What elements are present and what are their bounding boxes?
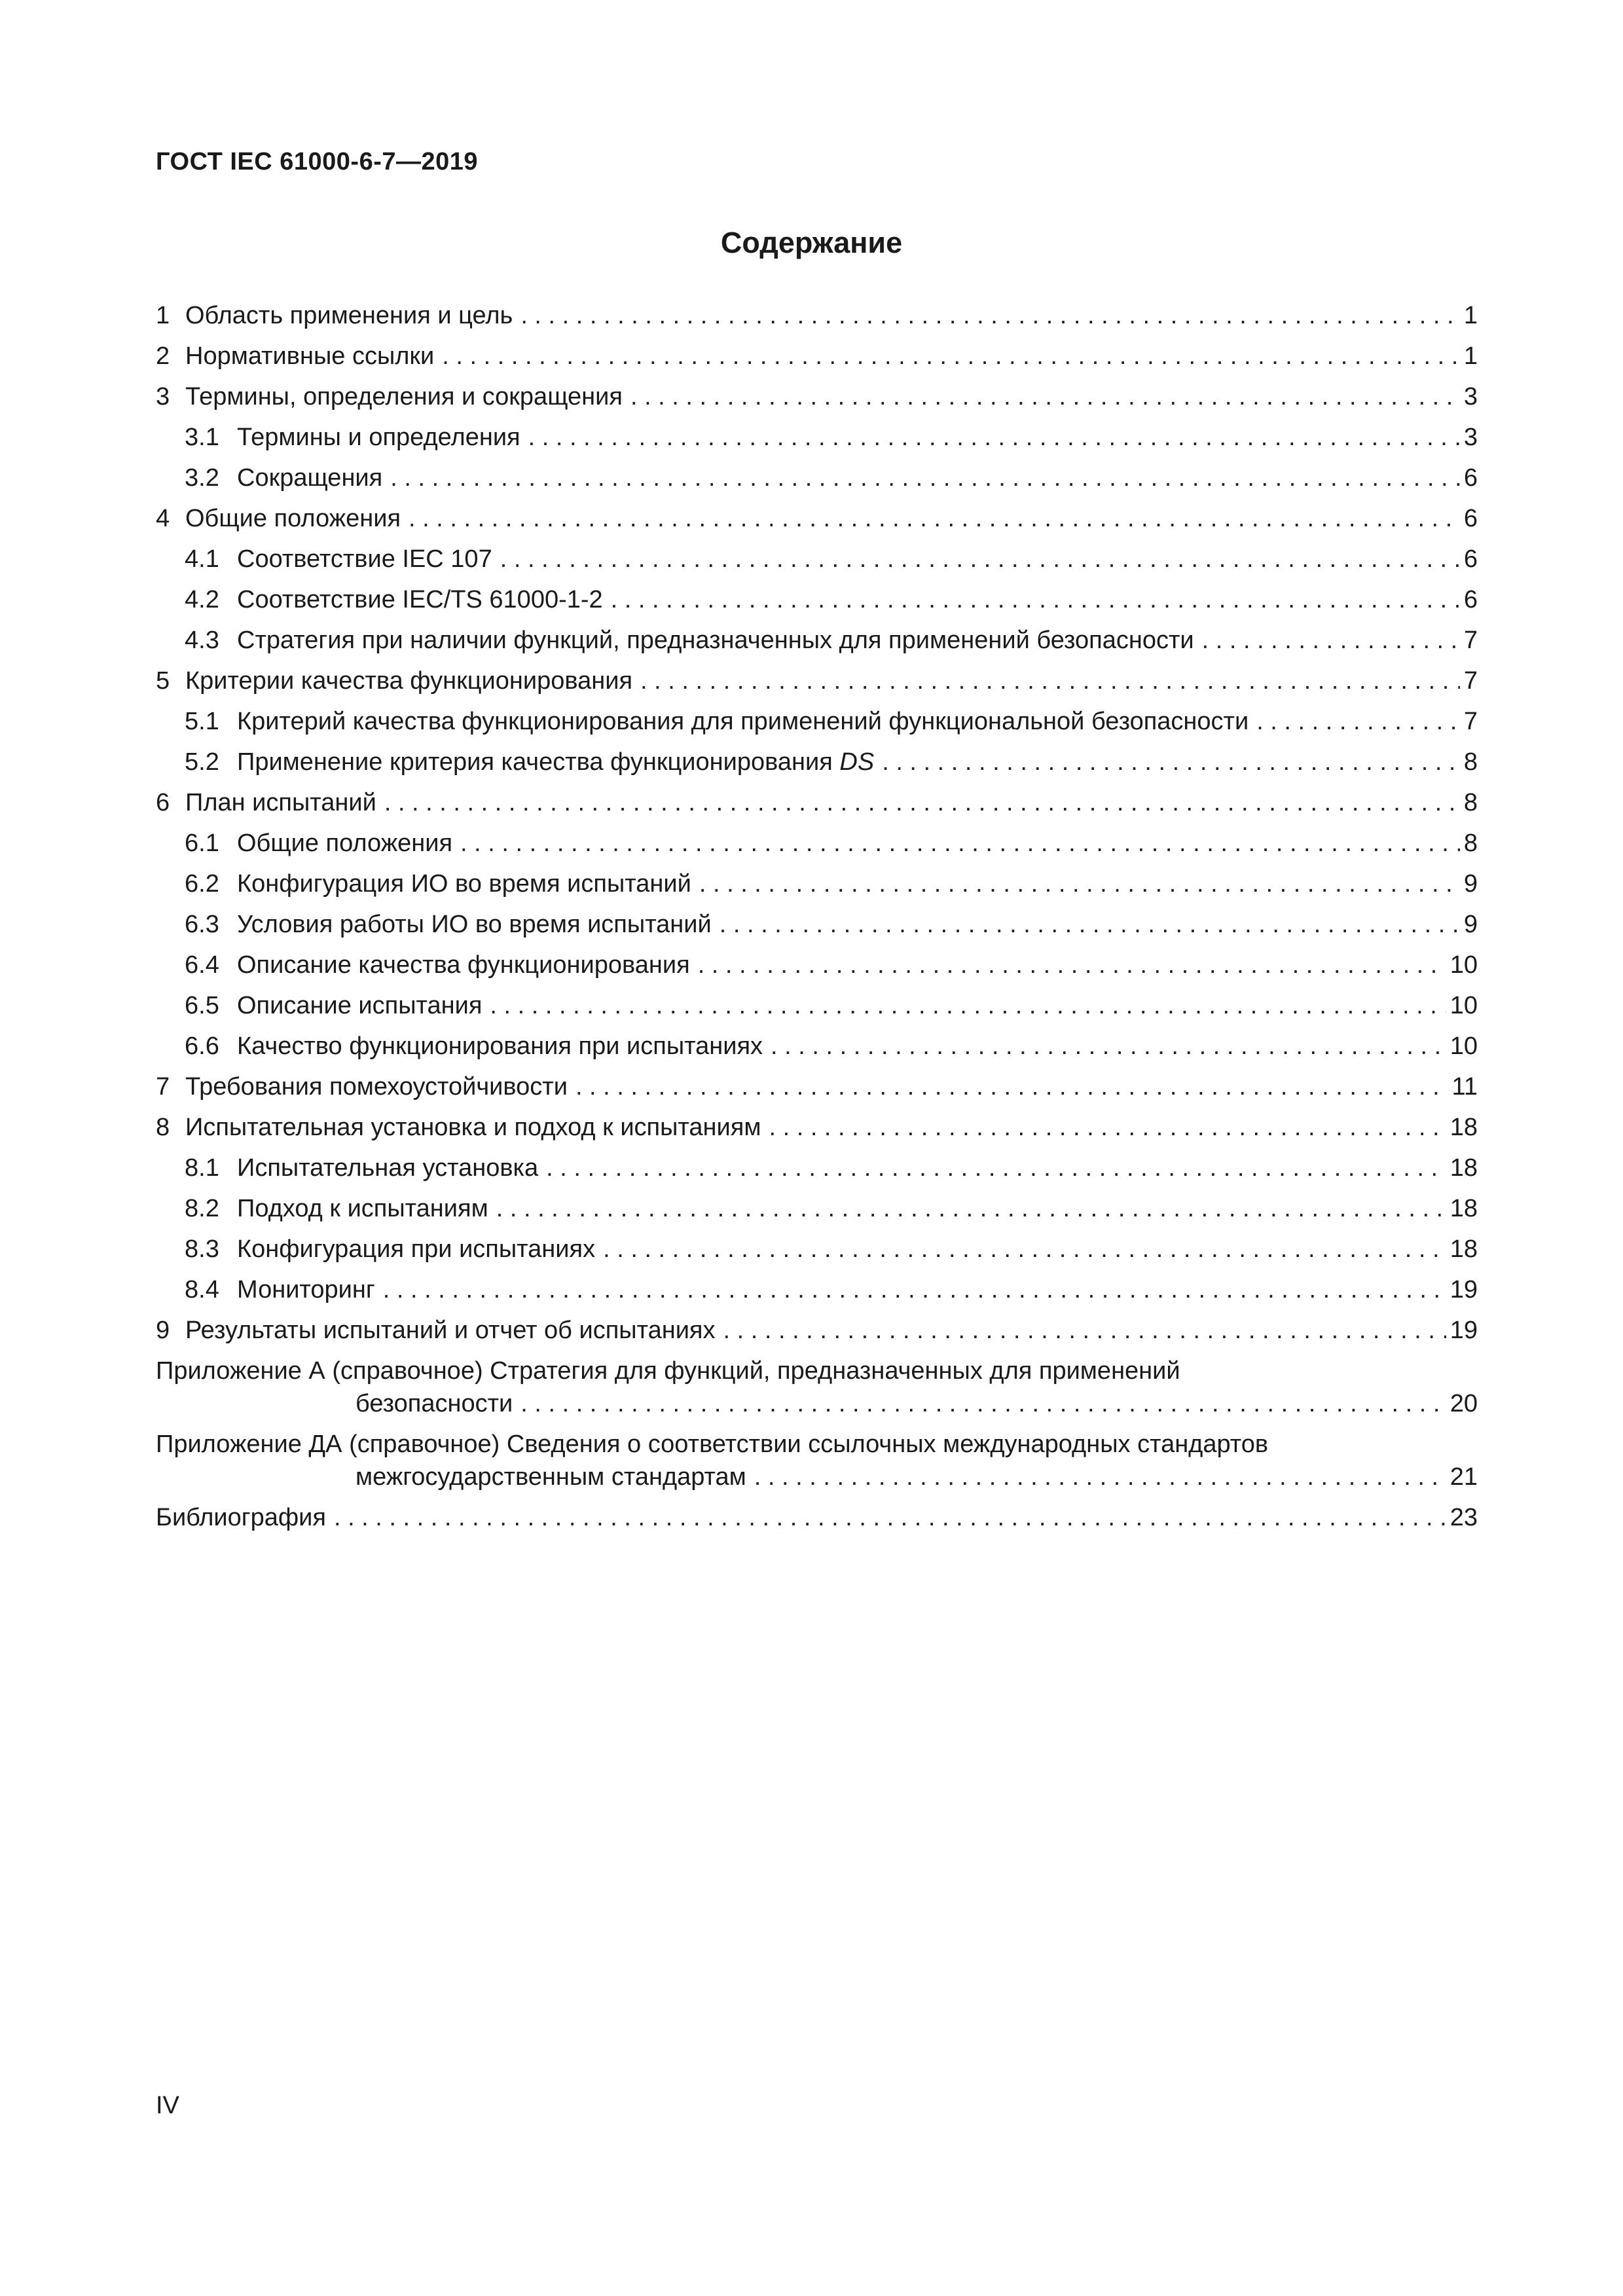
- toc-page: 18: [1450, 1235, 1478, 1263]
- toc-page: 7: [1463, 627, 1478, 654]
- toc-page: 6: [1463, 505, 1478, 532]
- dot-leader: [771, 1032, 1446, 1061]
- toc-number: 2: [156, 342, 170, 370]
- toc-number: 6.3: [185, 911, 219, 938]
- toc-title: Стратегия при наличии функций, предназначенных для применений безопасности: [237, 627, 1194, 654]
- toc-title: Конфигурация ИО во время испытаний: [237, 870, 691, 898]
- toc-title: Термины, определения и сокращения: [185, 383, 623, 410]
- toc-entry-6-3[interactable]: [156, 902, 1478, 943]
- toc-title-text: Применение критерия качества функционирования: [237, 748, 833, 776]
- toc-page: 18: [1450, 1114, 1478, 1141]
- dot-leader: [1256, 708, 1460, 736]
- toc-number: 6: [156, 789, 170, 816]
- toc-number: 5.2: [185, 748, 219, 776]
- dot-leader: [611, 586, 1460, 614]
- toc-number: 6.4: [185, 951, 219, 979]
- toc-entry-bibliography[interactable]: [156, 1495, 1478, 1536]
- table-of-contents: [156, 293, 1478, 1536]
- toc-title: План испытаний: [185, 789, 376, 816]
- toc-number: 5.1: [185, 708, 219, 735]
- toc-entry-4[interactable]: [156, 496, 1478, 537]
- toc-number: 4: [156, 505, 170, 532]
- toc-page: 6: [1463, 586, 1478, 613]
- toc-page: 20: [1450, 1390, 1478, 1417]
- toc-entry-4-3[interactable]: [156, 618, 1478, 659]
- toc-entry-3-1[interactable]: [156, 415, 1478, 456]
- toc-entry-5-1[interactable]: [156, 699, 1478, 740]
- toc-title: Библиография: [156, 1504, 326, 1531]
- toc-page: 3: [1463, 383, 1478, 410]
- dot-leader: [520, 1390, 1446, 1418]
- toc-entry-3-2[interactable]: [156, 456, 1478, 496]
- toc-number: 6.2: [185, 870, 219, 898]
- toc-number: 3.2: [185, 464, 219, 492]
- toc-number: 8.1: [185, 1154, 219, 1182]
- dot-leader: [390, 464, 1460, 492]
- dot-leader: [528, 424, 1460, 452]
- toc-number: 8.3: [185, 1235, 219, 1263]
- toc-title-italic: DS: [839, 748, 875, 776]
- toc-number: 6.5: [185, 992, 219, 1019]
- toc-title: Общие положения: [185, 505, 401, 532]
- toc-entry-3[interactable]: [156, 374, 1478, 415]
- toc-page: 1: [1463, 302, 1478, 329]
- toc-entry-9[interactable]: [156, 1308, 1478, 1349]
- toc-title: Описание испытания: [237, 992, 483, 1019]
- dot-leader: [699, 870, 1460, 898]
- toc-page: 6: [1463, 545, 1478, 573]
- toc-page: 10: [1450, 992, 1478, 1019]
- toc-number: 4.3: [185, 627, 219, 654]
- dot-leader: [409, 505, 1460, 533]
- toc-page: 9: [1463, 911, 1478, 938]
- toc-page: 21: [1450, 1463, 1478, 1491]
- dot-leader: [500, 545, 1460, 574]
- toc-entry-appendix-a[interactable]: [156, 1349, 1478, 1389]
- toc-title: Термины и определения: [237, 424, 520, 451]
- toc-title: Мониторинг: [237, 1276, 375, 1303]
- toc-page: 11: [1451, 1073, 1478, 1101]
- toc-page: 8: [1463, 748, 1478, 776]
- dot-leader: [603, 1235, 1446, 1264]
- toc-entry-appendix-da[interactable]: [156, 1422, 1478, 1463]
- toc-title: Приложение А (справочное) Стратегия для функций, предназначенных для применений: [156, 1357, 1180, 1385]
- dot-leader: [520, 302, 1460, 330]
- toc-entry-appendix-a-cont[interactable]: [156, 1389, 1478, 1422]
- dot-leader: [882, 748, 1460, 776]
- dot-leader: [640, 667, 1460, 695]
- toc-title-continued: межгосударственным стандартам: [356, 1463, 746, 1491]
- dot-leader: [769, 1114, 1446, 1142]
- toc-entry-4-2[interactable]: [156, 577, 1478, 618]
- toc-number: 4.1: [185, 545, 219, 573]
- toc-title: Качество функционирования при испытаниях: [237, 1032, 763, 1060]
- toc-number: 7: [156, 1073, 170, 1101]
- toc-title: Описание качества функционирования: [237, 951, 690, 979]
- toc-page: 19: [1450, 1276, 1478, 1303]
- toc-title: Требования помехоустойчивости: [185, 1073, 568, 1101]
- toc-title: Испытательная установка и подход к испытаниям: [185, 1114, 761, 1141]
- toc-title-continued: безопасности: [356, 1390, 513, 1417]
- toc-title: Соответствие IEC/TS 61000-1-2: [237, 586, 603, 613]
- toc-title: Нормативные ссылки: [185, 342, 435, 370]
- dot-leader: [575, 1073, 1448, 1101]
- dot-leader: [384, 789, 1460, 817]
- toc-entry-6[interactable]: [156, 780, 1478, 821]
- toc-page: 9: [1463, 870, 1478, 898]
- dot-leader: [442, 342, 1460, 371]
- toc-page: 3: [1463, 424, 1478, 451]
- page-title: Содержание: [720, 226, 903, 259]
- toc-entry-5-2[interactable]: [156, 740, 1478, 780]
- dot-leader: [630, 383, 1460, 411]
- toc-entry-6-2[interactable]: [156, 862, 1478, 902]
- toc-entry-4-1[interactable]: [156, 537, 1478, 577]
- toc-title: [237, 748, 874, 776]
- document-header: ГОСТ IEC 61000-6-7—2019: [156, 148, 479, 175]
- toc-page: 8: [1463, 829, 1478, 857]
- toc-entry-8[interactable]: [156, 1105, 1478, 1146]
- toc-number: 4.2: [185, 586, 219, 613]
- dot-leader: [546, 1154, 1446, 1182]
- toc-entry-8-4[interactable]: [156, 1267, 1478, 1308]
- toc-entry-6-5[interactable]: [156, 983, 1478, 1024]
- toc-entry-2[interactable]: [156, 334, 1478, 374]
- dot-leader: [460, 829, 1460, 858]
- toc-title: Подход к испытаниям: [237, 1195, 488, 1222]
- toc-title: Приложение ДА (справочное) Сведения о соответствии ссылочных международных стандартов: [156, 1430, 1269, 1458]
- toc-title: Соответствие IEC 107: [237, 545, 492, 573]
- toc-page: 18: [1450, 1195, 1478, 1222]
- toc-title: Критерии качества функционирования: [185, 667, 633, 695]
- dot-leader: [754, 1463, 1446, 1491]
- toc-number: 8.4: [185, 1276, 219, 1303]
- toc-number: 5: [156, 667, 170, 695]
- toc-number: 1: [156, 302, 170, 329]
- dot-leader: [383, 1276, 1446, 1304]
- dot-leader: [1202, 627, 1460, 655]
- toc-number: 6.1: [185, 829, 219, 857]
- toc-entry-8-3[interactable]: [156, 1227, 1478, 1267]
- dot-leader: [723, 1317, 1446, 1345]
- dot-leader: [720, 911, 1460, 939]
- toc-title: Результаты испытаний и отчет об испытаниях: [185, 1317, 716, 1344]
- toc-title: Условия работы ИО во время испытаний: [237, 911, 712, 938]
- dot-leader: [698, 951, 1446, 979]
- dot-leader: [496, 1195, 1446, 1223]
- toc-page: 10: [1450, 1032, 1478, 1060]
- page-number: IV: [156, 2092, 179, 2119]
- toc-entry-8-2[interactable]: [156, 1186, 1478, 1227]
- toc-page: 8: [1463, 789, 1478, 816]
- toc-entry-6-6[interactable]: [156, 1024, 1478, 1065]
- toc-number: 3: [156, 383, 170, 410]
- toc-title: Критерий качества функционирования для применений функциональной безопасности: [237, 708, 1249, 735]
- toc-entry-1[interactable]: [156, 293, 1478, 334]
- toc-page: 7: [1463, 708, 1478, 735]
- toc-page: 10: [1450, 951, 1478, 979]
- toc-page: 6: [1463, 464, 1478, 492]
- dot-leader: [490, 992, 1446, 1020]
- toc-entry-8-1[interactable]: [156, 1146, 1478, 1186]
- toc-entry-5[interactable]: [156, 659, 1478, 699]
- dot-leader: [334, 1504, 1446, 1532]
- toc-page: 1: [1463, 342, 1478, 370]
- toc-title: Область применения и цель: [185, 302, 513, 329]
- toc-number: 6.6: [185, 1032, 219, 1060]
- toc-title: Испытательная установка: [237, 1154, 539, 1182]
- toc-page: 18: [1450, 1154, 1478, 1182]
- toc-entry-7[interactable]: [156, 1065, 1478, 1105]
- toc-page: 7: [1463, 667, 1478, 695]
- toc-number: 8.2: [185, 1195, 219, 1222]
- toc-title: Конфигурация при испытаниях: [237, 1235, 596, 1263]
- toc-page: 23: [1450, 1504, 1478, 1531]
- toc-entry-6-1[interactable]: [156, 821, 1478, 862]
- toc-number: 8: [156, 1114, 170, 1141]
- toc-entry-6-4[interactable]: [156, 943, 1478, 983]
- toc-title: Сокращения: [237, 464, 383, 492]
- toc-page: 19: [1450, 1317, 1478, 1344]
- toc-entry-appendix-da-cont[interactable]: [156, 1463, 1478, 1495]
- toc-title: Общие положения: [237, 829, 453, 857]
- toc-number: 3.1: [185, 424, 219, 451]
- toc-number: 9: [156, 1317, 170, 1344]
